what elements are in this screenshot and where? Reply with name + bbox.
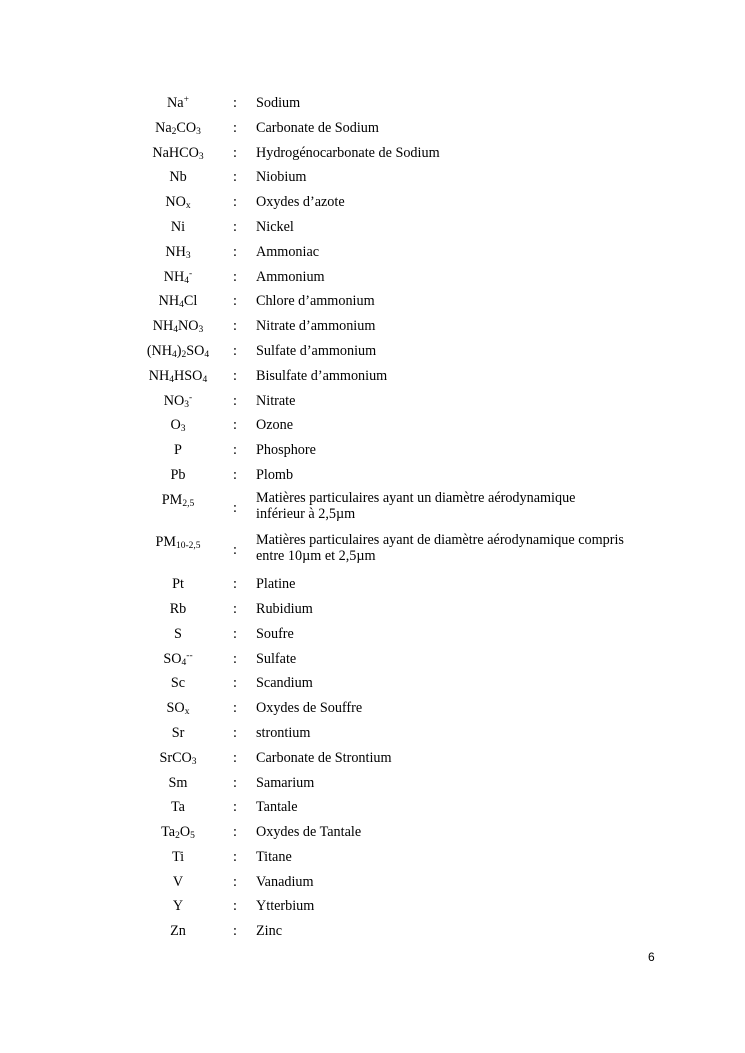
separator: : xyxy=(233,318,237,335)
abbreviation-row xyxy=(0,165,745,190)
separator: : xyxy=(233,367,237,384)
definition: Carbonate de Sodium xyxy=(256,119,379,136)
definition: Oxydes de Tantale xyxy=(256,824,362,841)
separator: : xyxy=(233,749,237,766)
abbreviation-row xyxy=(0,771,745,796)
abbreviation-row xyxy=(0,845,745,870)
separator: : xyxy=(233,873,237,890)
separator: : xyxy=(233,923,237,940)
abbreviation-row xyxy=(0,116,745,141)
separator: : xyxy=(233,724,237,741)
symbol: Ti xyxy=(171,848,185,865)
separator: : xyxy=(233,774,237,791)
symbol: Ni xyxy=(170,218,186,235)
symbol: Y xyxy=(172,898,184,915)
symbol: $SO_4^{--}$ xyxy=(163,650,193,668)
symbol: S xyxy=(174,625,182,642)
separator: : xyxy=(233,898,237,915)
symbol: P xyxy=(174,442,182,459)
definition: Hydrogénocarbonate de Sodium xyxy=(256,144,440,161)
abbreviation-row xyxy=(0,597,745,622)
separator: : xyxy=(233,625,237,642)
separator: : xyxy=(233,700,237,717)
abbreviation-row xyxy=(0,463,745,488)
definition: Platine xyxy=(256,576,296,593)
separator: : xyxy=(233,268,237,285)
separator: : xyxy=(233,392,237,409)
definition: Ammonium xyxy=(256,268,325,285)
symbol: Zn xyxy=(170,923,186,940)
definition: Nitrate d’ammonium xyxy=(256,318,376,335)
abbreviation-row xyxy=(0,413,745,438)
definition: Chlore d’ammonium xyxy=(256,293,375,310)
abbreviation-row xyxy=(0,820,745,845)
symbol: NaHCO$_3$ xyxy=(152,144,204,162)
abbreviation-row xyxy=(0,919,745,944)
definition: Matières particulaires ayant un diamètre aérodynamique inférieur à 2,5µm xyxy=(256,489,576,523)
definition: Niobium xyxy=(256,169,307,186)
definition: Scandium xyxy=(256,675,313,692)
separator: : xyxy=(233,218,237,235)
definition: Ammoniac xyxy=(256,243,320,260)
abbreviation-row xyxy=(0,141,745,166)
definition: Nitrate xyxy=(256,392,296,409)
symbol: Sr xyxy=(171,724,185,741)
symbol: $PM_{2,5}$ xyxy=(161,491,195,509)
definition: Ozone xyxy=(256,417,294,434)
abbreviation-row xyxy=(0,746,745,771)
symbol: Pb xyxy=(170,466,186,483)
definition: Matières particulaires ayant de diamètre aérodynamique compris entre 10µm et 2,5µm xyxy=(256,531,624,565)
abbreviation-row xyxy=(0,265,745,290)
separator: : xyxy=(233,576,237,593)
separator: : xyxy=(233,194,237,211)
abbreviation-row xyxy=(0,190,745,215)
abbreviation-row xyxy=(0,364,745,389)
separator: : xyxy=(233,824,237,841)
definition: Rubidium xyxy=(256,600,313,617)
abbreviation-row xyxy=(0,215,745,240)
symbol: $(NH_4)_2SO_4$ xyxy=(146,342,210,360)
abbreviation-row xyxy=(0,870,745,895)
abbreviation-row xyxy=(0,894,745,919)
abbreviation-row xyxy=(0,721,745,746)
definition: Titane xyxy=(256,848,292,865)
separator: : xyxy=(233,144,237,161)
definition: strontium xyxy=(256,724,311,741)
symbol: $Ta_2O_5$ xyxy=(161,824,195,842)
symbol: $NO_x$ xyxy=(165,194,191,212)
separator: : xyxy=(233,675,237,692)
symbol: Pt xyxy=(172,576,184,593)
definition: Vanadium xyxy=(256,873,314,890)
definition: Oxydes d’azote xyxy=(256,194,345,211)
symbol: $NH_4Cl$ xyxy=(158,293,198,311)
separator: : xyxy=(233,541,237,558)
separator: : xyxy=(233,293,237,310)
separator: : xyxy=(233,417,237,434)
abbreviation-row xyxy=(0,240,745,265)
symbol: $Na_2CO_3$ xyxy=(155,119,201,137)
symbol: Sm xyxy=(168,774,188,791)
abbreviation-row xyxy=(0,795,745,820)
abbreviation-row xyxy=(0,671,745,696)
separator: : xyxy=(233,169,237,186)
definition: Soufre xyxy=(256,625,294,642)
symbol: $O_3$ xyxy=(170,417,186,435)
abbreviation-row xyxy=(0,488,745,530)
abbreviation-row xyxy=(0,647,745,672)
definition: Oxydes de Souffre xyxy=(256,700,363,717)
symbol: $NH_4HSO_4$ xyxy=(148,367,208,385)
definition: Zinc xyxy=(256,923,282,940)
symbol: $NO_3^-$ xyxy=(163,392,193,410)
separator: : xyxy=(233,342,237,359)
definition: Sulfate d’ammonium xyxy=(256,342,377,359)
symbol: $NH_4^-$ xyxy=(163,268,193,286)
definition: Phosphore xyxy=(256,442,316,459)
definition: Bisulfate d’ammonium xyxy=(256,367,388,384)
abbreviation-row xyxy=(0,339,745,364)
symbol: Na+ xyxy=(167,95,189,111)
separator: : xyxy=(233,95,237,111)
definition: Plomb xyxy=(256,466,294,483)
symbol: Rb xyxy=(169,600,187,617)
symbol: V xyxy=(172,873,184,890)
definition: Samarium xyxy=(256,774,315,791)
symbol: Nb xyxy=(169,169,187,186)
page-number: 6 xyxy=(648,950,655,964)
abbreviation-row xyxy=(0,91,745,116)
definition: Sulfate xyxy=(256,650,297,667)
definition: Ytterbium xyxy=(256,898,315,915)
symbol: SrCO$_3$ xyxy=(159,749,197,767)
abbreviation-row xyxy=(0,572,745,597)
abbreviation-row xyxy=(0,530,745,572)
definition: Tantale xyxy=(256,799,298,816)
abbreviation-row xyxy=(0,314,745,339)
abbreviation-row xyxy=(0,289,745,314)
symbol: $NH_3$ xyxy=(165,243,191,261)
separator: : xyxy=(233,243,237,260)
definition: Nickel xyxy=(256,218,294,235)
symbol: Sc xyxy=(170,675,186,692)
abbreviation-row xyxy=(0,438,745,463)
separator: : xyxy=(233,499,237,516)
abbreviation-row xyxy=(0,389,745,414)
definition: Sodium xyxy=(256,95,301,111)
symbol: $PM_{10-2,5}$ xyxy=(155,533,201,551)
separator: : xyxy=(233,119,237,136)
separator: : xyxy=(233,848,237,865)
symbol: $SO_x$ xyxy=(166,700,190,718)
separator: : xyxy=(233,442,237,459)
definition: Carbonate de Strontium xyxy=(256,749,392,766)
separator: : xyxy=(233,650,237,667)
abbreviation-row xyxy=(0,622,745,647)
separator: : xyxy=(233,466,237,483)
abbreviation-row xyxy=(0,696,745,721)
abbreviation-table xyxy=(0,91,745,944)
symbol: Ta xyxy=(171,799,185,816)
symbol: $NH_4NO_3$ xyxy=(152,318,204,336)
separator: : xyxy=(233,600,237,617)
separator: : xyxy=(233,799,237,816)
